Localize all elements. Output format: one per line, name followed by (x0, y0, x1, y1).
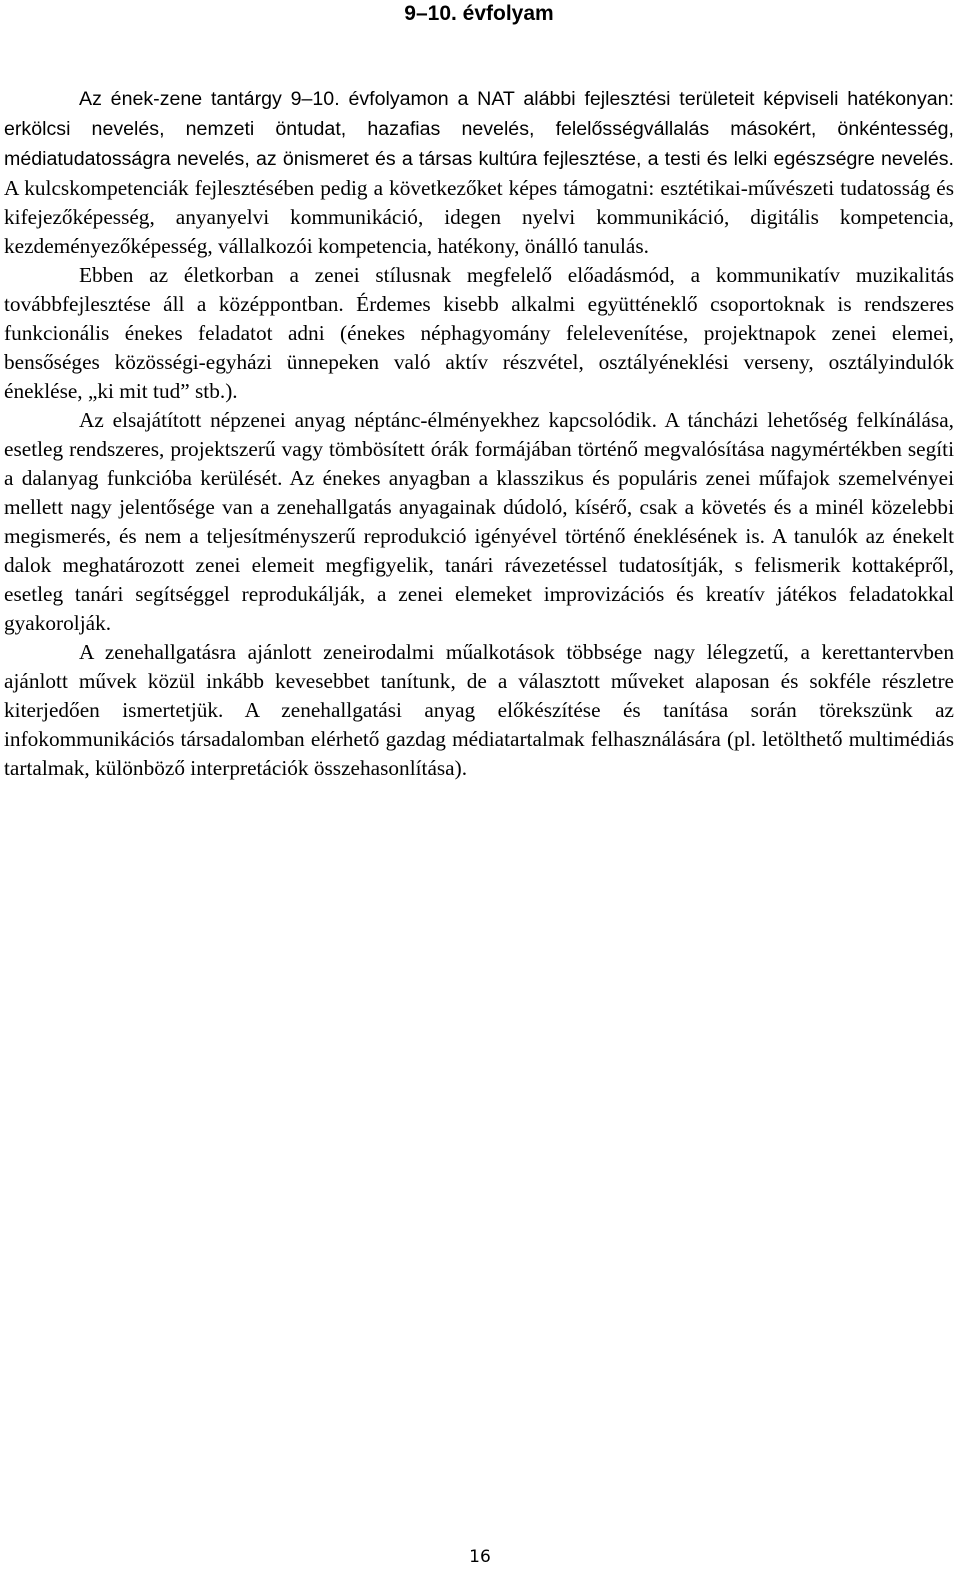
document-body (4, 84, 954, 783)
paragraph-folk-music (4, 406, 954, 638)
paragraph-intro (4, 84, 954, 261)
page-title: 9–10. évfolyam (404, 2, 554, 25)
paragraph-listening (4, 638, 954, 783)
document-page (4, 0, 954, 783)
page-number: 16 (469, 1547, 491, 1567)
paragraph-text-run: A kulcskompetenciák fejlesztésében pedig a következőket képes támogatni: esztétikai-művészeti tudatosság és kifejezőképesség, anyanyelvi kommunikáció, idegen nyelvi kommunikáció, digitális kompetencia, kezdeményezőképesség, vállalkozói kompetencia, hatékony, önálló tanulás. (4, 176, 954, 258)
paragraph-age-group (4, 261, 954, 406)
paragraph-text-run: Az ének-zene tantárgy 9–10. évfolyamon a NAT alábbi fejlesztési területeit képviseli hatékonyan: erkölcsi nevelés, nemzeti öntudat, hazafias nevelés, felelősségvállalás másokért, önkéntesség, médiatudatosságra nevelés, az önismeret és a társas kultúra fejlesztése, a testi és lelki egészségre nevelés. (4, 88, 954, 170)
paragraph-text-run: Ebben az életkorban a zenei stílusnak megfelelő előadásmód, a kommunikatív muzikalitás továbbfejlesztése áll a középpontban. Érdemes kisebb alkalmi együtténeklő csoportoknak is rendszeres funkcionális énekes feladatot adni (énekes néphagyomány felelevenítése, projektnapok zenei elemei, bensőséges közösségi-egyházi ünnepeken való aktív részvétel, osztályéneklési verseny, osztályindulók éneklése, „ki mit tud” stb.). (4, 263, 954, 403)
paragraph-text-run: A zenehallgatásra ajánlott zeneirodalmi műalkotások többsége nagy lélegzetű, a kerettantervben ajánlott művek közül inkább kevesebbet tanítunk, de a választott műveket alaposan és sokféle részletre kiterjedően ismertetjük. A zenehallgatási anyag előkészítése és tanítása során törekszünk az infokommunikációs társadalomban elérhető gazdag médiatartalmak felhasználására (pl. letölthető multimédiás tartalmak, különböző interpretációk összehasonlítása). (4, 640, 954, 780)
paragraph-text-run: Az elsajátított népzenei anyag néptánc-élményekhez kapcsolódik. A táncházi lehetőség felkínálása, esetleg rendszeres, projektszerű vagy tömbösített órák formájában történő megvalósítása nagymértékben segíti a dalanyag funkcióba kerülését. Az énekes anyagban a klasszikus és populáris zenei műfajok szemelvényei mellett nagy jelentősége van a zenehallgatás anyagainak dúdoló, kísérő, csak a követés és a minél közelebbi megismerés, és nem a teljesítményszerű reprodukció igényével történő éneklésének is. A tanulók az énekelt dalok meghatározott zenei elemeit megfigyelik, tanári rávezetéssel tudatosítják, s felismerik kottaképről, esetleg tanári segítséggel reprodukálják, a zenei elemeket improvizációs és kreatív játékos feladatokkal gyakorolják. (4, 408, 954, 635)
